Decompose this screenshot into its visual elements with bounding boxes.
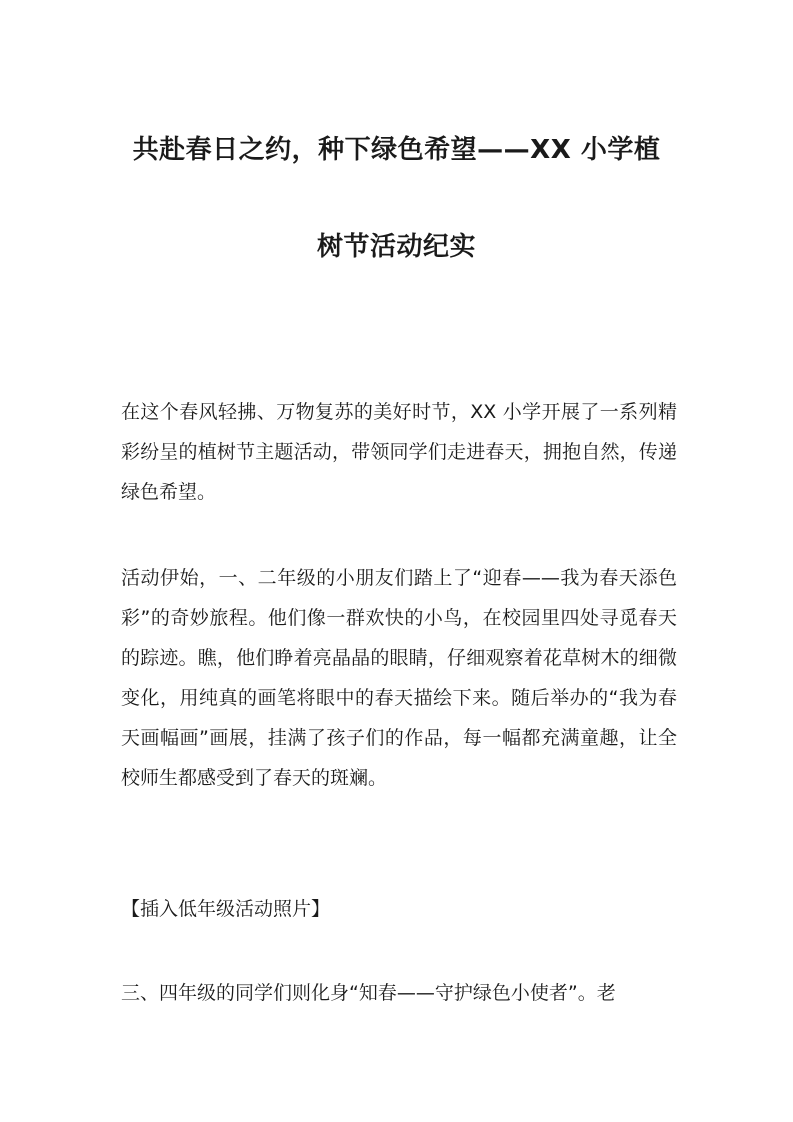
paragraph-middle-grades: 三、四年级的同学们则化身“知春——守护绿色小使者”。老 xyxy=(121,982,616,1004)
document-title-line-2: 树节活动纪实 xyxy=(316,232,476,262)
document-title-line-1: 共赴春日之约，种下绿色希望——XX 小学植 xyxy=(132,135,661,165)
paragraph-intro: 在这个春风轻拂、万物复苏的美好时节，XX 小学开展了一系列精彩纷呈的植树节主题活动，带领同学们走进春天，拥抱自然，传递绿色希望。 xyxy=(121,401,677,503)
paragraph-lower-grades: 活动伊始，一、二年级的小朋友们踏上了“迎春——我为春天添色彩”的奇妙旅程。他们像一群欢快的小鸟，在校园里四处寻觅春天的踪迹。瞧，他们睁着亮晶晶的眼睛，仔细观察着花草树木的细微变化，用纯真的画笔将眼中的春天描绘下来。随后举办的“我为春天画幅画”画展，挂满了孩子们的作品，每一幅都充满童趣，让全校师生都感受到了春天的斑斓。 xyxy=(121,567,677,789)
photo-placeholder-note: 【插入低年级活动照片】 xyxy=(121,898,331,920)
